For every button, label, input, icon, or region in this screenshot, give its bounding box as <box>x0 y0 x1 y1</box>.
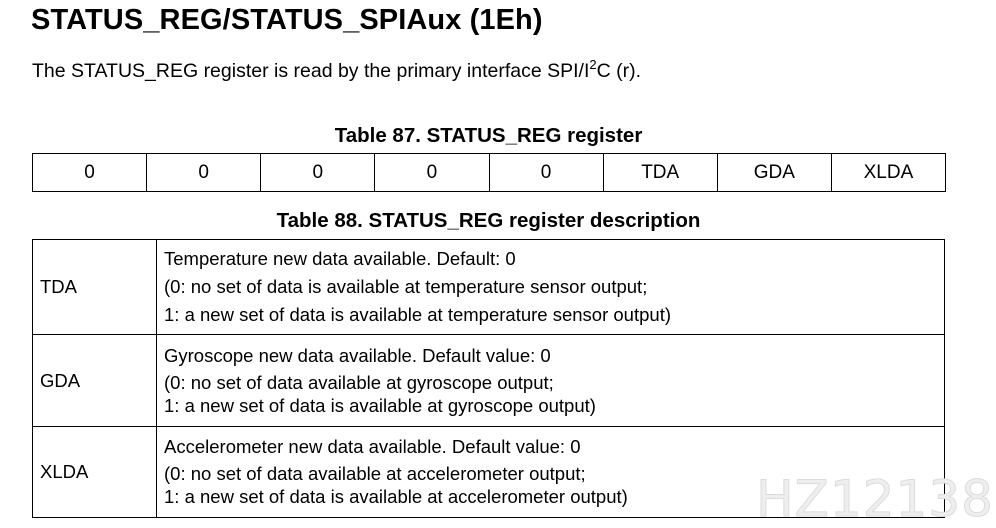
field-name-cell: GDA <box>33 335 157 427</box>
intro-superscript: 2 <box>589 57 597 72</box>
register-bits-table <box>32 153 946 192</box>
field-description-cell <box>157 240 945 335</box>
table-row <box>33 335 945 427</box>
bit-1-cell: GDA <box>717 154 831 192</box>
table-row <box>33 240 945 335</box>
bit-6-cell: 0 <box>147 154 261 192</box>
description-line: 1: a new set of data is available at gyroscope output) <box>164 394 596 416</box>
table88-caption: Table 88. STATUS_REG register description <box>276 209 701 232</box>
description-line: Temperature new data available. Default: 0 <box>164 248 516 269</box>
intro-text-after: C (r). <box>596 60 642 82</box>
bit-0-cell: XLDA <box>831 154 945 192</box>
watermark: HZ12138 <box>756 470 994 528</box>
table87-caption: Table 87. STATUS_REG register <box>334 124 643 147</box>
section-heading: STATUS_REG/STATUS_SPIAux (1Eh) <box>31 4 543 36</box>
description-line: Accelerometer new data available. Default value: 0 <box>164 436 581 457</box>
description-line: 1: a new set of data is available at temperature sensor output) <box>164 304 671 325</box>
field-name-cell: XLDA <box>33 427 157 518</box>
field-name-cell: TDA <box>33 240 157 335</box>
bit-3-cell: 0 <box>489 154 603 192</box>
register-bits-row <box>33 154 946 192</box>
bit-2-cell: TDA <box>603 154 717 192</box>
description-line: Gyroscope new data available. Default value: 0 <box>164 344 551 366</box>
intro-text-before: The STATUS_REG register is read by the primary interface SPI/I <box>32 60 590 82</box>
description-line: 1: a new set of data is available at accelerometer output) <box>164 486 628 507</box>
description-line: (0: no set of data available at gyroscope output; <box>164 371 554 393</box>
bit-4-cell: 0 <box>375 154 489 192</box>
field-description-cell <box>157 335 945 427</box>
bit-5-cell: 0 <box>261 154 375 192</box>
bit-7-cell: 0 <box>33 154 147 192</box>
intro-paragraph <box>32 57 642 83</box>
description-line: (0: no set of data available at accelerometer output; <box>164 463 586 484</box>
description-line: (0: no set of data is available at temperature sensor output; <box>164 276 648 297</box>
